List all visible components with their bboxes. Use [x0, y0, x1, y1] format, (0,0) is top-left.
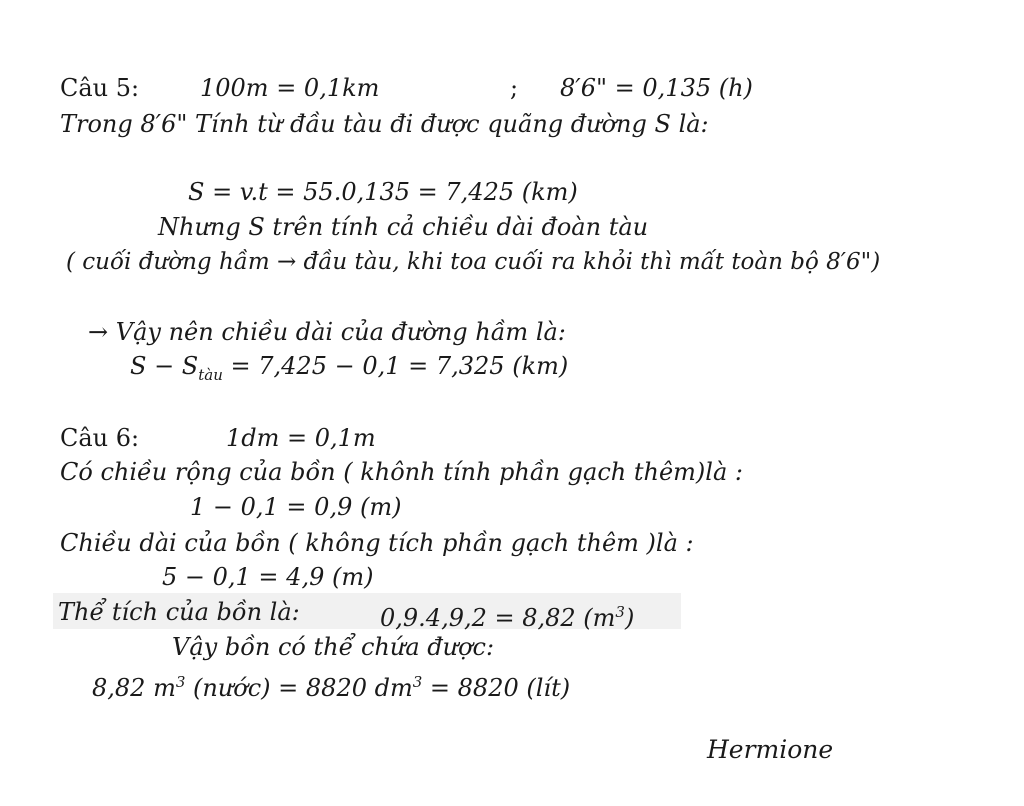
q6-conversion: 1dm = 0,1m — [226, 424, 376, 452]
q6-cap-b: (nước) = 8820 dm — [185, 674, 413, 702]
q5-note-2: ( cuối đường hầm → đầu tàu, khi toa cuối ra khỏi thì mất toàn bộ 8′6") — [66, 249, 881, 275]
q6-volume-exp: 3 — [615, 603, 625, 621]
q6-label: Câu 6: — [60, 424, 140, 452]
q6-width-calc: 1 − 0,1 = 0,9 (m) — [190, 493, 402, 521]
q6-volume-calc — [380, 597, 634, 633]
q6-cap-a-exp: 3 — [175, 673, 186, 691]
q5-note-1: Nhưng S trên tính cả chiều dài đoàn tàu — [158, 213, 649, 241]
q6-cap-a: 8,82 m — [92, 674, 176, 702]
q5-label: Câu 5: — [60, 74, 140, 102]
q6-cap-c: = 8820 (lít) — [422, 674, 571, 702]
q5-result-sub: tàu — [198, 365, 223, 384]
q6-volume-calc-main: 0,9.4,9,2 = 8,82 (m — [380, 604, 616, 632]
q5-conclusion: → Vậy nên chiều dài của đường hầm là: — [88, 318, 566, 346]
q5-result-post: = 7,425 − 0,1 = 7,325 (km) — [222, 352, 569, 380]
q5-conversion-distance: 100m = 0,1km — [200, 74, 380, 102]
q6-cap-b-exp: 3 — [412, 673, 423, 691]
q5-result — [130, 351, 568, 390]
q5-intro: Trong 8′6" Tính từ đầu tàu đi được quãng đường S là: — [60, 110, 709, 138]
q6-length-text: Chiều dài của bồn ( không tích phần gạch thêm )là : — [60, 529, 694, 557]
q6-width-text: Có chiều rộng của bồn ( khônh tính phần gạch thêm)là : — [60, 458, 743, 486]
q6-capacity-text: Vậy bồn có thể chứa được: — [172, 633, 495, 661]
q5-conversion-time: 8′6" = 0,135 (h) — [560, 74, 753, 102]
signature: Hermione — [707, 735, 834, 764]
q6-volume-close: ) — [624, 604, 635, 632]
q5-separator: ; — [510, 74, 519, 102]
q6-length-calc: 5 − 0,1 = 4,9 (m) — [162, 563, 374, 591]
q5-result-pre: S − S — [130, 352, 199, 380]
q6-volume-text: Thể tích của bồn là: — [58, 598, 300, 626]
q5-distance-calc: S = v.t = 55.0,135 = 7,425 (km) — [188, 178, 578, 206]
q6-capacity-calc — [92, 667, 570, 703]
